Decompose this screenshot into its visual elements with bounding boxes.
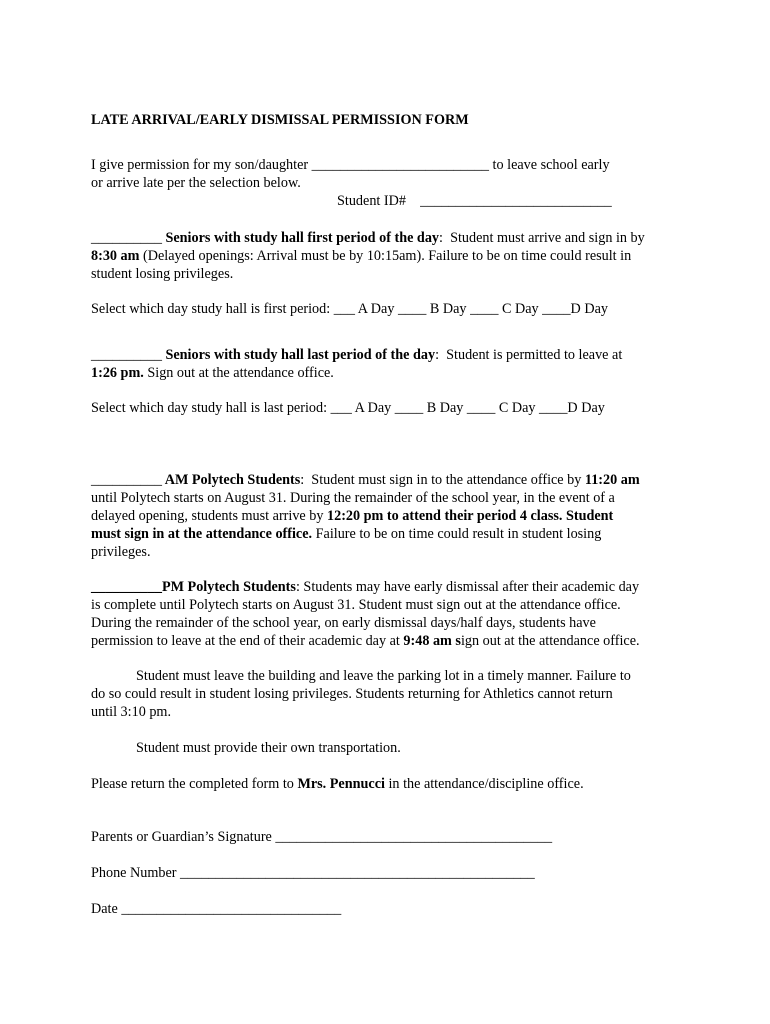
date-section <box>91 900 691 918</box>
am-polytech-line-2: until Polytech starts on August 31. During the remainder of the school year, in the event of a <box>91 490 615 506</box>
first-period-line-3: student losing privileges. <box>91 266 234 282</box>
first-period-select-line[interactable]: Select which day study hall is first period: ___ A Day ____ B Day ____ C Day ____D Day <box>91 301 608 317</box>
am-polytech-section <box>91 471 691 561</box>
last-period-line-2: 1:26 pm. Sign out at the attendance office. <box>91 365 334 381</box>
form-title: LATE ARRIVAL/EARLY DISMISSAL PERMISSION FORM <box>91 112 469 128</box>
date-field[interactable]: Date _______________________________ <box>91 901 342 917</box>
intro-section <box>91 156 691 210</box>
signature-field[interactable]: Parents or Guardian’s Signature _______________________________________ <box>91 829 553 845</box>
last-period-day-select <box>91 399 691 417</box>
last-period-line-1: __________ Seniors with study hall last period of the day: Student is permitted to leave at <box>91 347 623 363</box>
am-polytech-checkbox-blank[interactable]: __________ <box>91 472 162 488</box>
phone-section <box>91 864 691 882</box>
am-polytech-line-3: delayed opening, students must arrive by 12:20 pm to attend their period 4 class. Student <box>91 508 614 524</box>
am-polytech-heading: AM Polytech Students <box>161 472 301 488</box>
am-polytech-line-5: privileges. <box>91 544 151 560</box>
student-id-blank[interactable]: ___________________________ <box>405 193 612 209</box>
pm-polytech-line-1: __________PM Polytech Students: Students may have early dismissal after their academic day <box>91 579 640 595</box>
pm-polytech-line-3: During the remainder of the school year, on early dismissal days/half days, students have <box>91 615 596 631</box>
leave-line-2: do so could result in student losing privileges. Students returning for Athletics cannot return <box>91 686 613 702</box>
first-period-line-2: 8:30 am (Delayed openings: Arrival must be by 10:15am). Failure to be on time could result in <box>91 248 632 264</box>
intro-line-2: or arrive late per the selection below. <box>91 175 301 191</box>
pm-polytech-section <box>91 578 691 650</box>
am-polytech-line-1: __________ AM Polytech Students: Student must sign in to the attendance office by 11:20 am <box>91 472 640 488</box>
last-period-heading: Seniors with study hall last period of the day <box>161 347 436 363</box>
transport-line: Student must provide their own transportation. <box>136 740 401 756</box>
first-period-section <box>91 229 691 283</box>
leave-line-1: Student must leave the building and leave the parking lot in a timely manner. Failure to <box>136 668 631 684</box>
contact-name: Mrs. Pennucci <box>297 776 385 792</box>
phone-field[interactable]: Phone Number __________________________________________________ <box>91 865 535 881</box>
signature-section <box>91 828 691 846</box>
pm-polytech-line-2: is complete until Polytech starts on August 31. Student must sign out at the attendance office. <box>91 597 621 613</box>
leave-line-3: until 3:10 pm. <box>91 704 172 720</box>
last-period-select-line[interactable]: Select which day study hall is last period: ___ A Day ____ B Day ____ C Day ____D Day <box>91 400 605 416</box>
am-polytech-line-4: must sign in at the attendance office. Failure to be on time could result in student losing <box>91 526 602 542</box>
student-name-blank[interactable]: _________________________ <box>308 157 493 173</box>
return-section <box>91 775 691 793</box>
leave-building-section <box>91 667 691 721</box>
transport-section <box>91 739 691 757</box>
first-period-checkbox-blank[interactable]: __________ <box>91 230 162 246</box>
first-period-heading: Seniors with study hall first period of the day <box>161 230 440 246</box>
student-id-label: Student ID# <box>337 193 406 209</box>
student-id-line <box>91 192 691 210</box>
intro-line-1: I give permission for my son/daughter _________________________ to leave school early <box>91 157 610 173</box>
pm-polytech-heading[interactable]: __________PM Polytech Students <box>91 579 296 595</box>
pm-polytech-line-4: permission to leave at the end of their academic day at 9:48 am sign out at the attendance office. <box>91 633 640 649</box>
last-period-section <box>91 346 691 382</box>
return-line: Please return the completed form to Mrs. Pennucci in the attendance/discipline office. <box>91 776 584 792</box>
first-period-line-1: __________ Seniors with study hall first period of the day: Student must arrive and sign in by <box>91 230 645 246</box>
first-period-day-select <box>91 300 691 318</box>
last-period-checkbox-blank[interactable]: __________ <box>91 347 162 363</box>
